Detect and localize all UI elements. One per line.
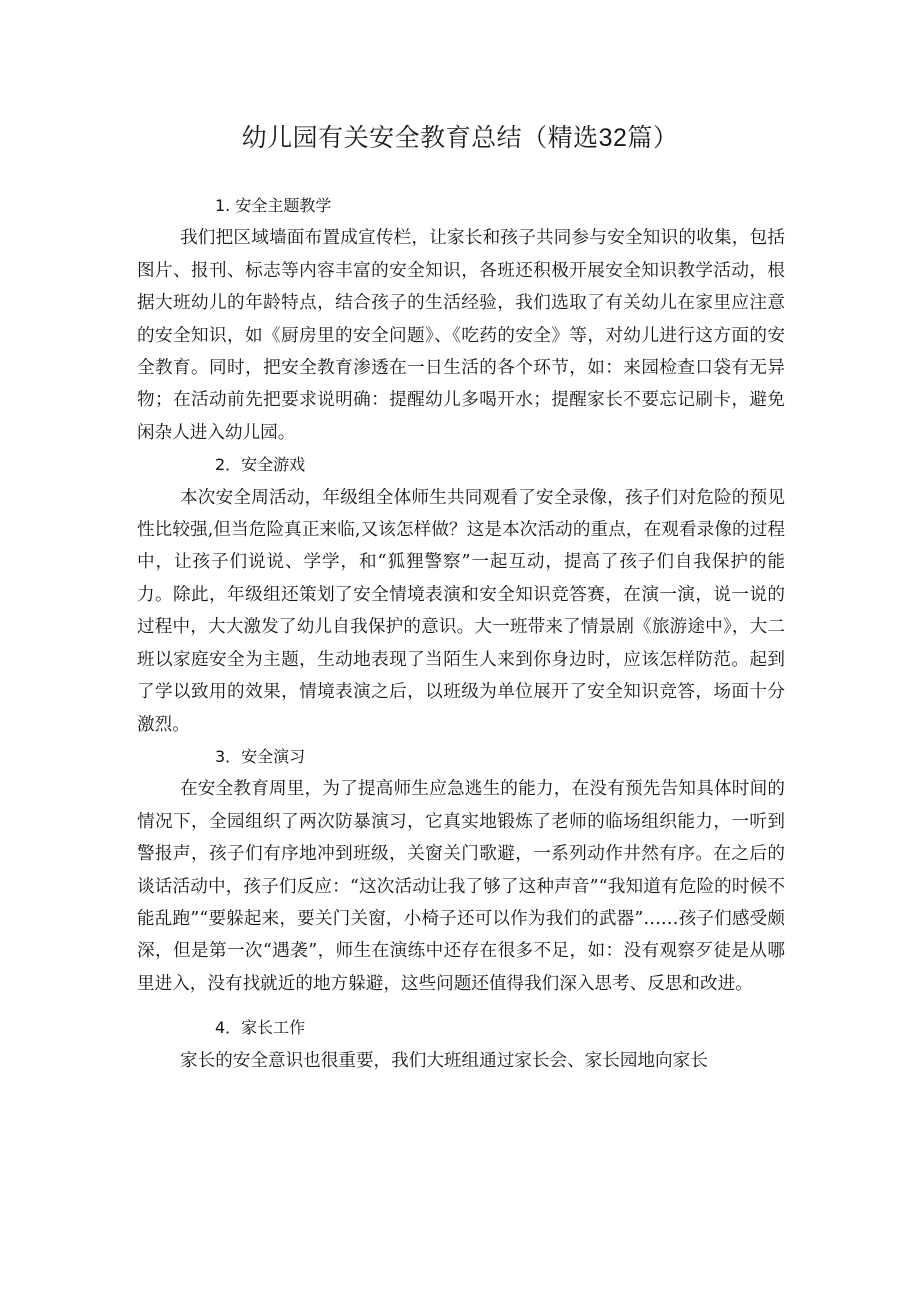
section-paragraph-2: 本次安全周活动，年级组全体师生共同观看了安全录像，孩子们对危险的预见性比较强,但当危险真正来临,又该怎样做？这是本次活动的重点，在观看录像的过程中，让孩子们说说、学学，和“狐狸警察”一起互动，提高了孩子们自我保护的能力。除此，年级组还策划了安全情境表演和安全知识竞答赛，在演一演，说一说的过程中，大大激发了幼儿自我保护的意识。大一班带来了情景剧《旅游途中》，大二班以家庭安全为主题，生动地表现了当陌生人来到你身边时，应该怎样防范。起到了学以致用的效果，情境表演之后，以班级为单位展开了安全知识竞答，场面十分激烈。	[137, 487, 785, 735]
section-heading-4: 4．家长工作	[215, 1018, 306, 1038]
section-paragraph-1: 我们把区域墙面布置成宣传栏，让家长和孩子共同参与安全知识的收集，包括图片、报刊、标志等内容丰富的安全知识，各班还积极开展安全知识教学活动，根据大班幼儿的年龄特点，结合孩子的生活经验，我们选取了有关幼儿在家里应注意的安全知识，如《厨房里的安全问题》、《吃药的安全》等，对幼儿进行这方面的安全教育。同时，把安全教育渗透在一日生活的各个环节，如：来园检查口袋有无异物；在活动前先把要求说明确：提醒幼儿多喝开水；提醒家长不要忘记刷卡，避免闲杂人进入幼儿园。	[137, 228, 785, 443]
section-heading-2: 2．安全游戏	[215, 455, 306, 475]
section-spacer	[137, 1000, 785, 1012]
section-paragraph-4: 家长的安全意识也很重要，我们大班组通过家长会、家长园地向家长	[180, 1050, 708, 1071]
section-heading-3: 3．安全演习	[215, 746, 306, 766]
document-title: 幼儿园有关安全教育总结（精选32篇）	[241, 124, 679, 152]
section-heading-1: 1. 安全主题教学	[215, 196, 332, 215]
document-body	[137, 190, 785, 1077]
section-paragraph-3: 在安全教育周里，为了提高师生应急逃生的能力，在没有预先告知具体时间的情况下，全园组织了两次防暴演习，它真实地锻炼了老师的临场组织能力，一听到警报声，孩子们有序地冲到班级，关窗关门歌避，一系列动作井然有序。在之后的谈话活动中，孩子们反应：“这次活动让我了够了这种声音”“我知道有危险的时候不能乱跑”“要躲起来，要关门关窗，小椅子还可以作为我们的武器”……孩子们感受颇深，但是第一次“遇袭”，师生在演练中还存在很多不足，如：没有观察歹徒是从哪里进入，没有找就近的地方躲避，这些问题还值得我们深入思考、反思和改进。	[137, 779, 785, 994]
